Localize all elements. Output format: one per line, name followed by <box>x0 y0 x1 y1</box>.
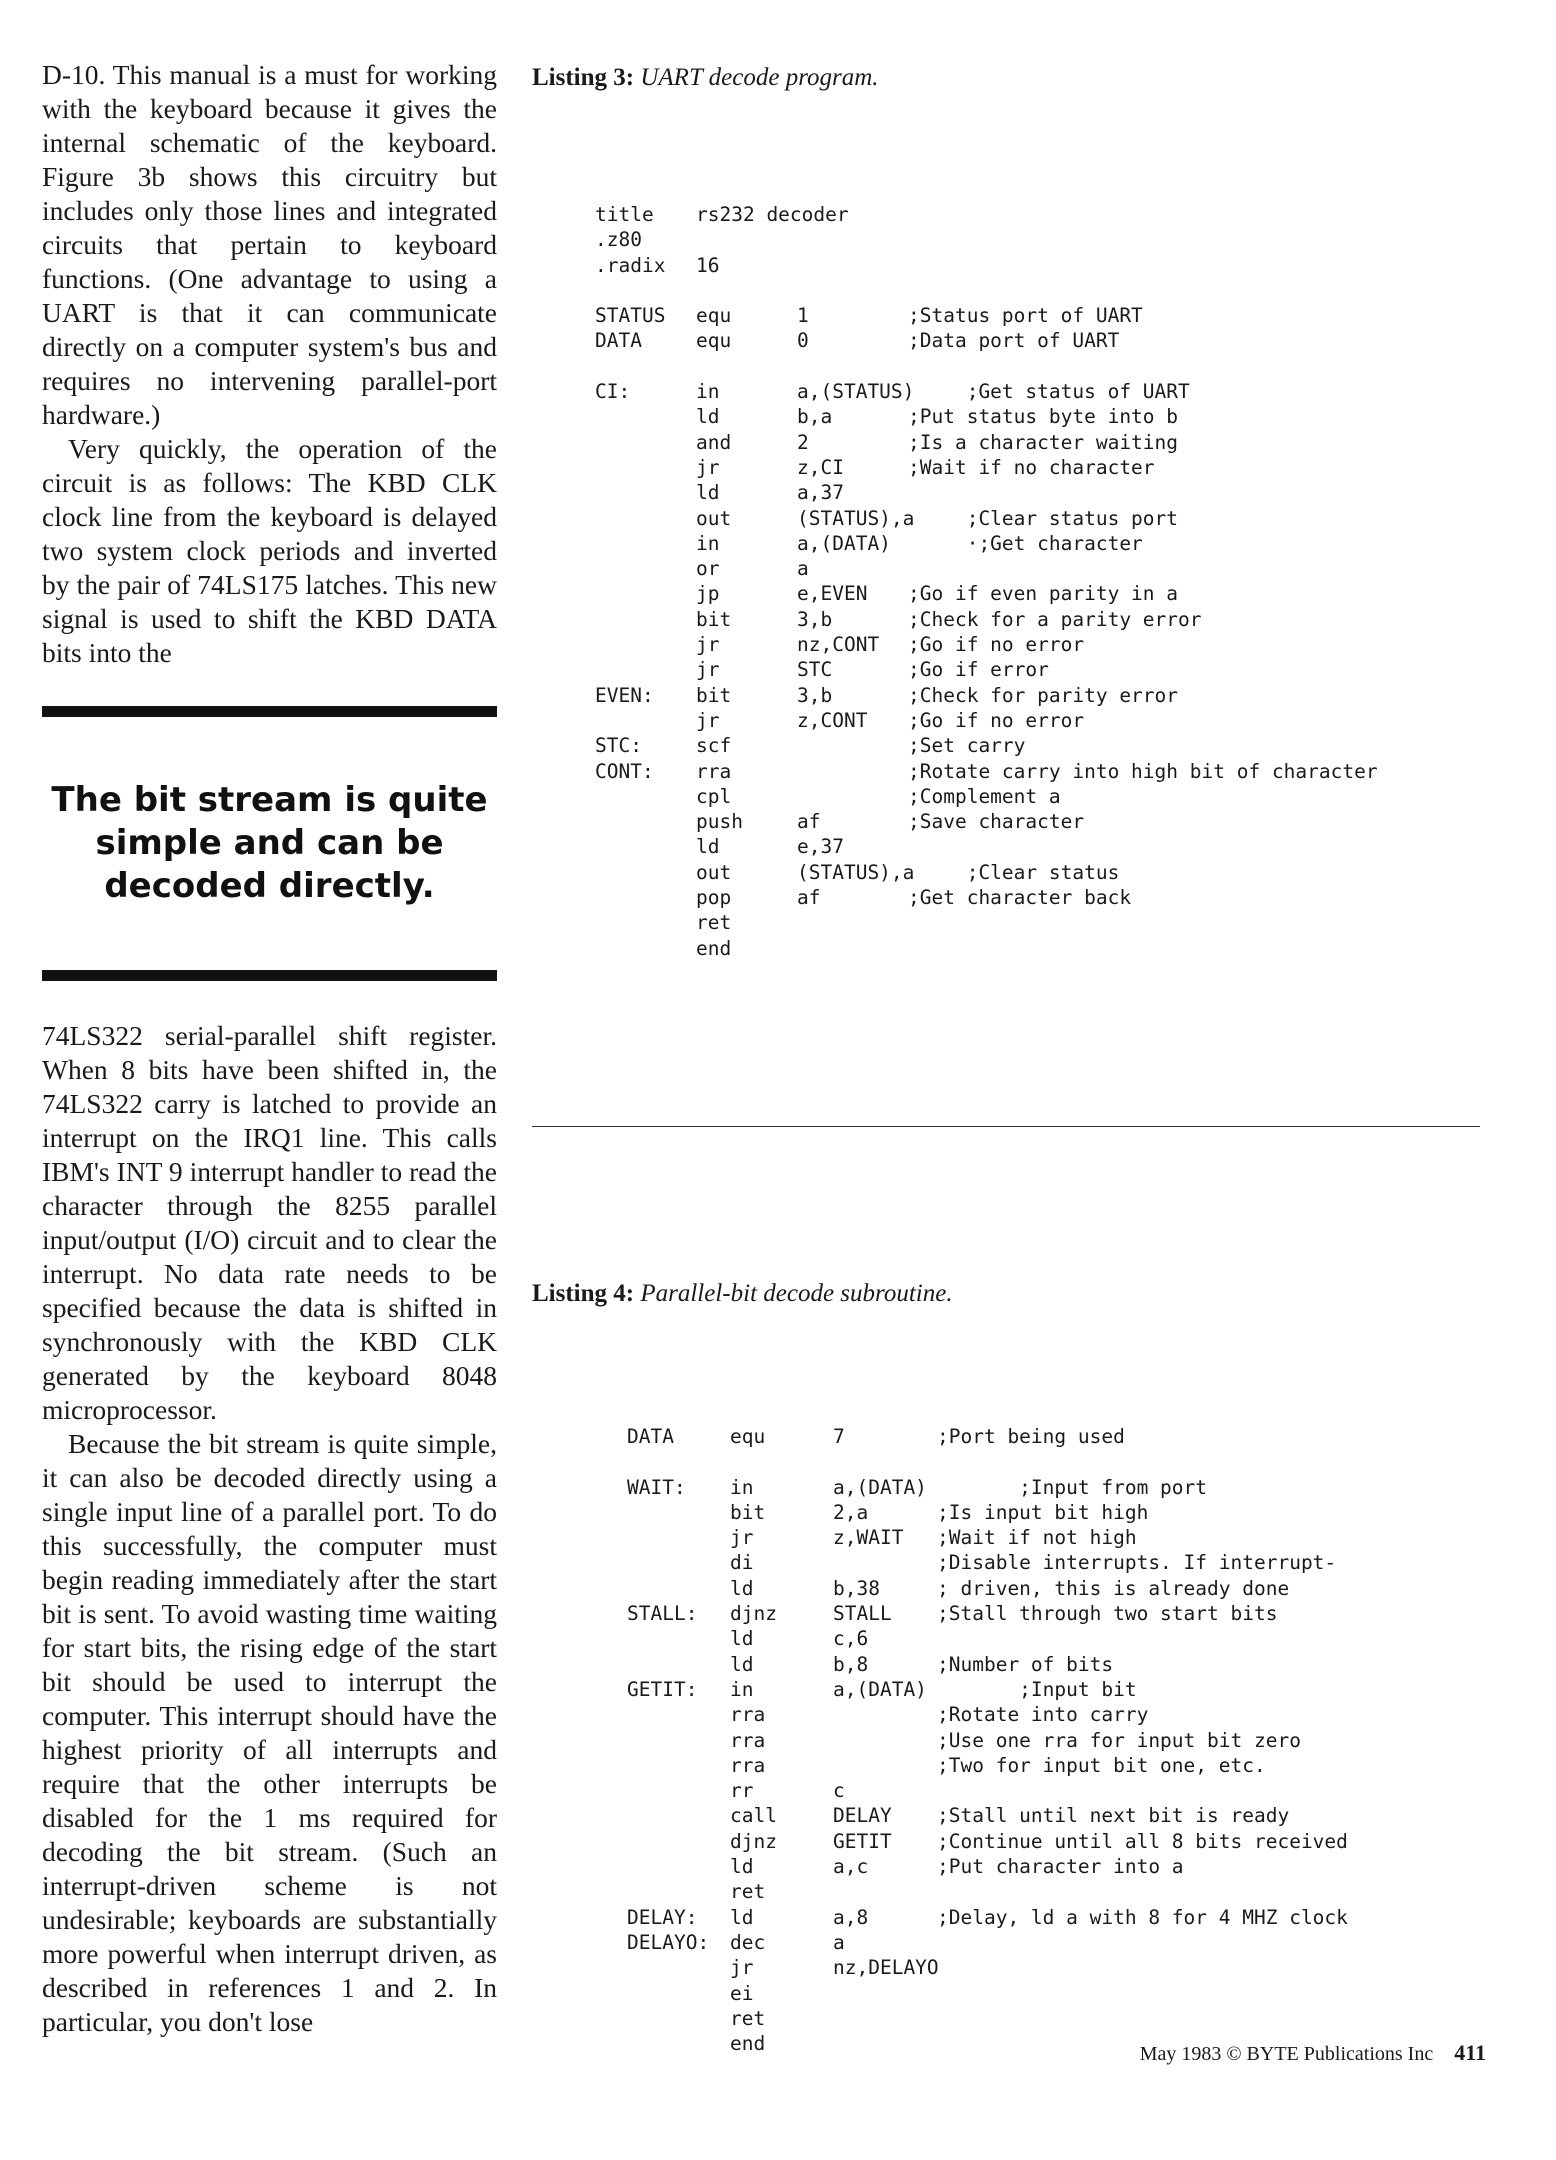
listing3-label: Listing 3: <box>532 64 635 91</box>
code-arg: b,a <box>797 405 833 429</box>
code-arg: 2 <box>797 430 809 454</box>
code-label: .z80 <box>595 228 642 252</box>
code-op: push <box>696 810 743 834</box>
code-comment: ;Stall through two start bits <box>937 1602 1278 1626</box>
code-line <box>595 607 1495 632</box>
code-comment: ;Wait if not high <box>937 1526 1137 1550</box>
code-line <box>627 1803 1487 1828</box>
article-body-top <box>42 58 497 670</box>
code-line <box>627 1424 1487 1449</box>
code-line <box>595 759 1495 784</box>
code-line <box>627 1905 1487 1930</box>
code-line <box>595 531 1495 556</box>
code-comment: ;Go if no error <box>908 708 1085 732</box>
code-comment: ;Disable interrupts. If interrupt- <box>937 1551 1337 1575</box>
code-arg: c,6 <box>833 1627 869 1651</box>
code-line <box>595 910 1495 935</box>
code-comment: ; driven, this is already done <box>937 1576 1290 1600</box>
code-comment: ;Go if even parity in a <box>908 582 1179 606</box>
code-op: or <box>696 557 720 581</box>
code-label: CI: <box>595 380 631 404</box>
code-arg: STC <box>797 658 833 682</box>
listing3-title: UART decode program. <box>640 64 879 91</box>
code-comment: ;Go if no error <box>908 633 1085 657</box>
code-label: EVEN: <box>595 683 654 707</box>
code-op: rra <box>730 1753 766 1777</box>
code-comment: ;Rotate into carry <box>937 1703 1149 1727</box>
code-label: CONT: <box>595 759 654 783</box>
code-arg: 2,a <box>833 1500 869 1524</box>
code-label: DATA <box>595 329 642 353</box>
code-comment: ;Two for input bit one, etc. <box>937 1753 1266 1777</box>
code-line <box>627 1829 1487 1854</box>
code-blank-line <box>595 278 1495 303</box>
code-arg: a,c <box>833 1855 869 1879</box>
code-op: ld <box>730 1627 754 1651</box>
code-label: GETIT: <box>627 1677 698 1701</box>
listing4-label: Listing 4: <box>532 1280 635 1307</box>
code-comment: ;Go if error <box>908 658 1049 682</box>
code-op: 16 <box>696 253 720 277</box>
code-line <box>595 581 1495 606</box>
code-comment: ;Save character <box>908 810 1085 834</box>
code-line <box>627 1955 1487 1980</box>
code-arg: a,(DATA) <box>833 1677 927 1701</box>
code-line <box>627 1677 1487 1702</box>
code-op: and <box>696 430 732 454</box>
code-line <box>595 430 1495 455</box>
code-arg: b,38 <box>833 1576 880 1600</box>
section-divider <box>532 1126 1480 1127</box>
code-line <box>627 1525 1487 1550</box>
code-op: ret <box>730 2006 766 2030</box>
code-arg: a <box>797 557 809 581</box>
code-comment: ;Port being used <box>937 1425 1125 1448</box>
code-arg: e,EVEN <box>797 582 868 606</box>
code-op: end <box>696 936 732 960</box>
code-label: STC: <box>595 734 642 758</box>
code-line <box>595 657 1495 682</box>
code-comment: ·;Get character <box>908 531 1143 555</box>
listing4-title: Parallel-bit decode subroutine. <box>640 1280 953 1307</box>
code-op: ret <box>696 911 732 935</box>
code-line <box>627 2006 1487 2031</box>
code-line <box>627 1475 1487 1500</box>
code-blank-line <box>595 354 1495 379</box>
code-comment: ;Is a character waiting <box>908 430 1179 454</box>
code-comment: ;Is input bit high <box>937 1500 1149 1524</box>
pull-quote: The bit stream is quite simple and can be decoded directly. <box>42 706 497 981</box>
code-line <box>595 708 1495 733</box>
code-arg: 0 <box>797 329 809 353</box>
code-arg: nz,DELAYO <box>833 1956 939 1980</box>
code-op: pop <box>696 886 732 910</box>
code-op: jr <box>730 1956 754 1980</box>
code-op: djnz <box>730 1602 777 1626</box>
code-comment: ;Check for a parity error <box>908 607 1202 631</box>
code-comment: ;Input bit <box>937 1677 1137 1701</box>
code-arg: STALL <box>833 1602 892 1626</box>
article-body-bottom <box>42 1019 497 2039</box>
code-label: title <box>595 203 654 226</box>
code-op: cpl <box>696 784 732 808</box>
code-label: DATA <box>627 1425 674 1448</box>
code-op: rra <box>730 1728 766 1752</box>
code-op: di <box>730 1551 754 1575</box>
code-line <box>595 253 1495 278</box>
code-op: bit <box>730 1500 766 1524</box>
code-op: ld <box>730 1576 754 1600</box>
code-arg: a,(STATUS) <box>797 380 915 404</box>
article-paragraph: D-10. This manual is a must for working with the keyboard because it gives the internal schematic of the keyboard. Figure 3b shows this circuitry but includes only those lines and integrated circuits that pertain to keyboard functions. (One advantage to using a UART is that it can communicate directly on a computer system's bus and requires no intervening parallel-port hardware.) <box>42 59 497 430</box>
code-comment: ;Complement a <box>908 784 1061 808</box>
code-line <box>595 455 1495 480</box>
code-arg: a,8 <box>833 1905 869 1929</box>
code-op: dec <box>730 1930 766 1954</box>
code-op: rra <box>730 1703 766 1727</box>
article-paragraph: Because the bit stream is quite simple, it can also be decoded directly using a single input line of a parallel port. To do this successfully, the computer must begin reading immediately after the start bit is sent. To avoid wasting time waiting for start bits, the rising edge of the start bit should be used to interrupt the computer. This interrupt should have the highest priority of all interrupts and require that the other interrupts be disabled for the 1 ms required for decoding the bit stream. (Such an interrupt-driven scheme is not undesirable; keyboards are substantially more powerful when interrupt driven, as described in references 1 and 2. In particular, you don't lose <box>42 1428 497 2037</box>
code-line <box>627 1601 1487 1626</box>
code-comment: ;Use one rra for input bit zero <box>937 1728 1301 1752</box>
code-comment: ;Get character back <box>908 886 1132 910</box>
code-arg: b,8 <box>833 1652 869 1676</box>
code-label: STALL: <box>627 1602 698 1626</box>
code-comment: ;Clear status <box>908 860 1120 884</box>
code-arg: 1 <box>797 304 809 328</box>
code-line <box>595 784 1495 809</box>
code-op: in <box>696 380 720 404</box>
code-label: WAIT: <box>627 1475 686 1499</box>
code-line <box>595 303 1495 328</box>
code-arg: af <box>797 886 821 910</box>
code-op: out <box>696 506 732 530</box>
code-op: ei <box>730 1981 754 2005</box>
code-line <box>627 1550 1487 1575</box>
code-comment: ;Delay, ld a with 8 for 4 MHZ clock <box>937 1905 1348 1929</box>
code-arg: nz,CONT <box>797 633 880 657</box>
code-line <box>627 1576 1487 1601</box>
code-op: ld <box>730 1652 754 1676</box>
code-label: DELAY: <box>627 1905 698 1929</box>
code-op: djnz <box>730 1829 777 1853</box>
code-arg: GETIT <box>833 1829 892 1853</box>
code-op: rra <box>696 759 732 783</box>
code-comment: ;Set carry <box>908 734 1026 758</box>
code-op: ld <box>730 1855 754 1879</box>
code-op: equ <box>696 329 732 353</box>
article-column <box>42 58 497 2039</box>
code-line <box>595 683 1495 708</box>
code-line <box>627 1626 1487 1651</box>
code-op: bit <box>696 683 732 707</box>
code-line <box>627 1753 1487 1778</box>
code-op: ld <box>696 481 720 505</box>
code-op: scf <box>696 734 732 758</box>
code-label: .radix <box>595 253 666 277</box>
code-op: equ <box>696 304 732 328</box>
code-comment: ;Rotate carry into high bit of character <box>908 759 1378 783</box>
code-op: jr <box>696 658 720 682</box>
code-op: ld <box>730 1905 754 1929</box>
code-op: end <box>730 2032 766 2056</box>
code-line <box>627 1652 1487 1677</box>
code-arg: a <box>833 1930 845 1954</box>
code-line <box>595 404 1495 429</box>
code-op: jr <box>696 708 720 732</box>
code-op: ld <box>696 405 720 429</box>
code-comment: ;Wait if no character <box>908 455 1155 479</box>
code-arg: z,CI <box>797 455 844 479</box>
code-line <box>595 936 1495 961</box>
listing4-caption <box>532 1280 953 1308</box>
code-op: bit <box>696 607 732 631</box>
code-arg: z,CONT <box>797 708 868 732</box>
code-line <box>627 1500 1487 1525</box>
code-op: jr <box>696 455 720 479</box>
code-line <box>595 733 1495 758</box>
code-op: out <box>696 860 732 884</box>
code-line <box>595 809 1495 834</box>
code-comment: ;Stall until next bit is ready <box>937 1804 1290 1828</box>
footer-credit: May 1983 © BYTE Publications Inc <box>1139 2043 1434 2065</box>
code-op: jr <box>696 633 720 657</box>
code-arg: a,37 <box>797 481 844 505</box>
code-comment: ;Number of bits <box>937 1652 1114 1676</box>
page-footer <box>1140 2040 1486 2066</box>
code-blank-line <box>627 1449 1487 1474</box>
code-comment: ;Continue until all 8 bits received <box>937 1829 1348 1853</box>
code-comment: ;Data port of UART <box>908 329 1120 353</box>
code-line <box>595 328 1495 353</box>
code-line <box>595 202 1495 227</box>
code-arg: 3,b <box>797 683 833 707</box>
code-comment: ;Clear status port <box>908 506 1179 530</box>
article-paragraph: Very quickly, the operation of the circuit is as follows: The KBD CLK clock line from the keyboard is delayed two system clock periods and inverted by the pair of 74LS175 latches. This new signal is used to shift the KBD DATA bits into the <box>42 433 497 668</box>
code-op: jr <box>730 1526 754 1550</box>
code-comment: ;Put status byte into b <box>908 405 1179 429</box>
code-line <box>595 480 1495 505</box>
code-line <box>595 379 1495 404</box>
code-line <box>595 227 1495 252</box>
listing4-code <box>627 1424 1487 2056</box>
code-comment: ;Get status of UART <box>908 380 1190 404</box>
code-line <box>595 885 1495 910</box>
code-comment: ;Input from port <box>937 1475 1208 1499</box>
code-op: ld <box>696 835 720 859</box>
code-op: in <box>730 1677 754 1701</box>
code-line <box>627 1702 1487 1727</box>
code-arg: DELAY <box>833 1804 892 1828</box>
code-op: jp <box>696 582 720 606</box>
code-arg: a,(DATA) <box>797 531 891 555</box>
code-arg: 3,b <box>797 607 833 631</box>
code-arg: (STATUS),a <box>797 860 915 884</box>
code-op: call <box>730 1804 777 1828</box>
code-line <box>595 556 1495 581</box>
code-arg: e,37 <box>797 835 844 859</box>
code-line <box>595 632 1495 657</box>
code-op: ret <box>730 1880 766 1904</box>
code-line <box>627 1728 1487 1753</box>
code-arg: c <box>833 1779 845 1803</box>
code-label: STATUS <box>595 304 666 328</box>
page-number: 411 <box>1454 2040 1486 2065</box>
code-comment: ;Status port of UART <box>908 304 1143 328</box>
code-op: in <box>730 1475 754 1499</box>
code-arg: a,(DATA) <box>833 1475 927 1499</box>
listing3-code <box>595 202 1495 961</box>
code-arg: z,WAIT <box>833 1526 904 1550</box>
code-op: rr <box>730 1779 754 1803</box>
code-arg: af <box>797 810 821 834</box>
code-op: rs232 decoder <box>696 203 849 226</box>
code-op: equ <box>730 1425 766 1448</box>
code-label: DELAYO: <box>627 1930 710 1954</box>
listing3-caption <box>532 64 879 92</box>
code-line <box>627 1930 1487 1955</box>
code-line <box>595 506 1495 531</box>
code-arg: 7 <box>833 1425 845 1448</box>
code-line <box>595 860 1495 885</box>
code-arg: (STATUS),a <box>797 506 915 530</box>
code-comment: ;Put character into a <box>937 1855 1184 1879</box>
code-line <box>627 1981 1487 2006</box>
code-line <box>595 834 1495 859</box>
code-line <box>627 1879 1487 1904</box>
code-comment: ;Check for parity error <box>908 683 1179 707</box>
code-op: in <box>696 531 720 555</box>
code-line <box>627 1778 1487 1803</box>
article-paragraph: 74LS322 serial-parallel shift register. When 8 bits have been shifted in, the 74LS322 carry is latched to provide an interrupt on the IRQ1 line. This calls IBM's INT 9 interrupt handler to read the character through the 8255 parallel input/output (I/O) circuit and to clear the interrupt. No data rate needs to be specified because the data is shifted in synchronously with the KBD CLK generated by the keyboard 8048 microprocessor. <box>42 1020 497 1425</box>
code-line <box>627 1854 1487 1879</box>
